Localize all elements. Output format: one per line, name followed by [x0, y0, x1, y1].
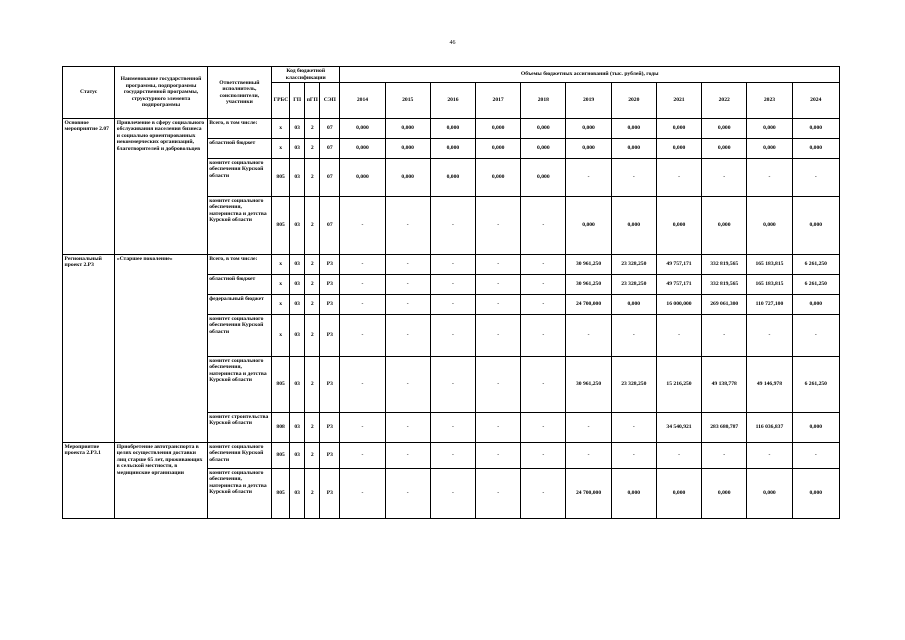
value-cell: 165 183,815	[747, 275, 792, 295]
value-cell: -	[792, 315, 839, 357]
code-cell: Р3	[320, 255, 340, 275]
value-cell: 0,000	[792, 469, 839, 519]
value-cell: -	[476, 357, 521, 413]
executor-cell: Всего, в том числе:	[207, 255, 271, 275]
value-cell: -	[566, 159, 611, 197]
value-cell: 0,000	[747, 197, 792, 255]
value-cell: 0,000	[792, 119, 839, 139]
code-cell: 2	[305, 139, 320, 159]
status-cell: Региональный проект 2.Р3	[63, 255, 115, 443]
value-cell: -	[656, 443, 701, 469]
value-cell: 0,000	[430, 159, 475, 197]
value-cell: 0,000	[792, 139, 839, 159]
executor-cell: комитет социального обеспечения, материнства и детства Курской области	[207, 469, 271, 519]
value-cell: 0,000	[702, 139, 747, 159]
name-cell: Привлечение в сферу социального обслуживания населения бизнеса и социально ориентированных некоммерческих организаций, благотворителей и добровольцев	[115, 119, 207, 255]
value-cell: 0,000	[385, 139, 430, 159]
value-cell: 23 328,250	[611, 275, 656, 295]
code-cell: Р3	[320, 443, 340, 469]
value-cell: -	[521, 469, 566, 519]
value-cell: 0,000	[340, 119, 385, 139]
value-cell: -	[521, 413, 566, 443]
value-cell: 24 700,000	[566, 295, 611, 315]
value-cell: 49 757,171	[656, 255, 701, 275]
name-cell: «Старшее поколение»	[115, 255, 207, 443]
value-cell: -	[702, 315, 747, 357]
code-cell: х	[272, 139, 290, 159]
value-cell: -	[385, 469, 430, 519]
value-cell: 269 061,300	[702, 295, 747, 315]
executor-cell: Всего, в том числе:	[207, 119, 271, 139]
value-cell: 0,000	[566, 119, 611, 139]
header-volumes-group: Объемы бюджетных ассигнований (тыс. рублей), годы	[340, 67, 840, 83]
value-cell: 6 261,250	[792, 275, 839, 295]
value-cell: 24 700,000	[566, 469, 611, 519]
value-cell: -	[747, 159, 792, 197]
value-cell: 0,000	[656, 469, 701, 519]
value-cell: 0,000	[747, 139, 792, 159]
value-cell: 34 540,921	[656, 413, 701, 443]
value-cell: 0,000	[702, 197, 747, 255]
value-cell: 0,000	[611, 295, 656, 315]
code-cell: 805	[272, 197, 290, 255]
code-cell: 2	[305, 357, 320, 413]
value-cell: 0,000	[521, 139, 566, 159]
value-cell: 23 328,250	[611, 255, 656, 275]
value-cell: 110 727,100	[747, 295, 792, 315]
value-cell: 116 036,837	[747, 413, 792, 443]
header-code-gp: ГП	[290, 83, 305, 119]
code-cell: 03	[290, 413, 305, 443]
code-cell: 2	[305, 443, 320, 469]
code-cell: х	[272, 275, 290, 295]
value-cell: -	[340, 469, 385, 519]
code-cell: Р3	[320, 413, 340, 443]
code-cell: 2	[305, 315, 320, 357]
code-cell: 07	[320, 139, 340, 159]
value-cell: -	[792, 159, 839, 197]
table-header	[63, 67, 840, 119]
value-cell: -	[702, 159, 747, 197]
value-cell: 16 000,000	[656, 295, 701, 315]
value-cell: -	[611, 443, 656, 469]
value-cell: 30 961,250	[566, 275, 611, 295]
code-cell: 07	[320, 159, 340, 197]
value-cell: -	[476, 197, 521, 255]
code-cell: 03	[290, 255, 305, 275]
value-cell: 0,000	[792, 295, 839, 315]
value-cell: 0,000	[792, 197, 839, 255]
status-cell: Основное мероприятие 2.07	[63, 119, 115, 255]
code-cell: 07	[320, 197, 340, 255]
header-year: 2021	[656, 83, 701, 119]
code-cell: 2	[305, 469, 320, 519]
value-cell: -	[566, 413, 611, 443]
executor-cell: федеральный бюджет	[207, 295, 271, 315]
header-name: Наименование государственной программы, подпрограммы государственной программы, структурного элемента подпрограммы	[115, 67, 207, 119]
value-cell: 332 819,565	[702, 275, 747, 295]
value-cell: -	[521, 315, 566, 357]
header-code-sep: СЭП	[320, 83, 340, 119]
code-cell: 03	[290, 443, 305, 469]
code-cell: 805	[272, 443, 290, 469]
code-cell: 808	[272, 413, 290, 443]
code-cell: 805	[272, 159, 290, 197]
value-cell: -	[340, 413, 385, 443]
value-cell: -	[521, 197, 566, 255]
value-cell: 6 261,250	[792, 255, 839, 275]
header-executor: Ответственный исполнитель, соисполнители, участники	[207, 67, 271, 119]
value-cell: 0,000	[656, 197, 701, 255]
executor-cell: областной бюджет	[207, 275, 271, 295]
value-cell: 0,000	[611, 119, 656, 139]
value-cell: -	[702, 443, 747, 469]
code-cell: х	[272, 315, 290, 357]
code-cell: 03	[290, 315, 305, 357]
value-cell: -	[385, 255, 430, 275]
value-cell: -	[566, 315, 611, 357]
value-cell: -	[430, 295, 475, 315]
value-cell: -	[521, 255, 566, 275]
code-cell: 03	[290, 159, 305, 197]
value-cell: 0,000	[656, 119, 701, 139]
code-cell: 03	[290, 119, 305, 139]
code-cell: Р3	[320, 295, 340, 315]
value-cell: 0,000	[702, 469, 747, 519]
value-cell: 0,000	[385, 159, 430, 197]
value-cell: 30 961,250	[566, 255, 611, 275]
value-cell: -	[385, 413, 430, 443]
value-cell: -	[476, 469, 521, 519]
header-year: 2023	[747, 83, 792, 119]
code-cell: Р3	[320, 315, 340, 357]
code-cell: х	[272, 295, 290, 315]
code-cell: 03	[290, 469, 305, 519]
value-cell: 6 261,250	[792, 357, 839, 413]
executor-cell: комитет социального обеспечения, материнства и детства Курской области	[207, 357, 271, 413]
value-cell: -	[385, 275, 430, 295]
executor-cell: областной бюджет	[207, 139, 271, 159]
value-cell: 0,000	[566, 139, 611, 159]
code-cell: 03	[290, 139, 305, 159]
code-cell: х	[272, 119, 290, 139]
value-cell: -	[385, 315, 430, 357]
value-cell: 23 328,250	[611, 357, 656, 413]
value-cell: 0,000	[611, 197, 656, 255]
name-cell: Приобретение автотранспорта в целях осуществления доставки лиц старше 65 лет, проживающих в сельской местности, в медицинские организации	[115, 443, 207, 519]
value-cell: -	[340, 197, 385, 255]
value-cell: 0,000	[476, 139, 521, 159]
code-cell: х	[272, 255, 290, 275]
code-cell: 03	[290, 357, 305, 413]
value-cell: -	[476, 443, 521, 469]
value-cell: 49 757,171	[656, 275, 701, 295]
value-cell: -	[521, 275, 566, 295]
value-cell: -	[430, 315, 475, 357]
code-cell: 03	[290, 197, 305, 255]
value-cell: -	[521, 357, 566, 413]
code-cell: 2	[305, 197, 320, 255]
value-cell: -	[476, 315, 521, 357]
value-cell: -	[747, 315, 792, 357]
value-cell: -	[385, 197, 430, 255]
code-cell: Р3	[320, 469, 340, 519]
code-cell: 2	[305, 119, 320, 139]
code-cell: Р3	[320, 275, 340, 295]
code-cell: 805	[272, 469, 290, 519]
value-cell: 49 138,778	[702, 357, 747, 413]
code-cell: 2	[305, 255, 320, 275]
value-cell: -	[611, 159, 656, 197]
value-cell: 0,000	[430, 119, 475, 139]
value-cell: 0,000	[747, 469, 792, 519]
value-cell: -	[430, 197, 475, 255]
value-cell: 283 680,787	[702, 413, 747, 443]
header-year: 2018	[521, 83, 566, 119]
value-cell: -	[566, 443, 611, 469]
value-cell: -	[430, 469, 475, 519]
executor-cell: комитет социального обеспечения Курской области	[207, 159, 271, 197]
value-cell: 0,000	[702, 119, 747, 139]
value-cell: -	[430, 357, 475, 413]
code-cell: 03	[290, 275, 305, 295]
value-cell: -	[611, 315, 656, 357]
value-cell: -	[340, 275, 385, 295]
header-code-pgp: пГП	[305, 83, 320, 119]
code-cell: 2	[305, 413, 320, 443]
value-cell: -	[476, 275, 521, 295]
executor-cell: комитет социального обеспечения Курской области	[207, 315, 271, 357]
table-row	[63, 255, 840, 275]
value-cell: -	[476, 295, 521, 315]
value-cell: -	[430, 255, 475, 275]
table-row	[63, 443, 840, 469]
page-number: 46	[449, 40, 456, 46]
value-cell: -	[656, 315, 701, 357]
header-year: 2022	[702, 83, 747, 119]
value-cell: 0,000	[476, 119, 521, 139]
executor-cell: комитет социального обеспечения Курской области	[207, 443, 271, 469]
header-year: 2016	[430, 83, 475, 119]
value-cell: 0,000	[656, 139, 701, 159]
value-cell: 165 183,815	[747, 255, 792, 275]
value-cell: -	[656, 159, 701, 197]
header-year: 2019	[566, 83, 611, 119]
value-cell: 0,000	[340, 159, 385, 197]
value-cell: -	[430, 443, 475, 469]
value-cell: 15 216,250	[656, 357, 701, 413]
header-year: 2024	[792, 83, 839, 119]
value-cell: 0,000	[476, 159, 521, 197]
header-year: 2020	[611, 83, 656, 119]
value-cell: 0,000	[340, 139, 385, 159]
value-cell: 0,000	[521, 119, 566, 139]
value-cell: 30 961,250	[566, 357, 611, 413]
value-cell: 0,000	[611, 469, 656, 519]
value-cell: 0,000	[385, 119, 430, 139]
code-cell: 07	[320, 119, 340, 139]
value-cell: -	[340, 295, 385, 315]
value-cell: -	[476, 413, 521, 443]
header-code-group: Код бюджетной классификации	[272, 67, 340, 83]
value-cell: -	[521, 443, 566, 469]
value-cell: -	[385, 357, 430, 413]
budget-table	[62, 66, 840, 519]
value-cell: 0,000	[566, 197, 611, 255]
value-cell: -	[340, 357, 385, 413]
value-cell: -	[611, 413, 656, 443]
table-body	[63, 119, 840, 519]
value-cell: -	[340, 255, 385, 275]
value-cell: -	[792, 443, 839, 469]
value-cell: -	[340, 443, 385, 469]
code-cell: 805	[272, 357, 290, 413]
value-cell: -	[385, 295, 430, 315]
header-year: 2017	[476, 83, 521, 119]
value-cell: -	[476, 255, 521, 275]
code-cell: Р3	[320, 357, 340, 413]
header-status: Статус	[63, 67, 115, 119]
value-cell: 49 146,978	[747, 357, 792, 413]
value-cell: 0,000	[430, 139, 475, 159]
code-cell: 2	[305, 275, 320, 295]
header-year: 2015	[385, 83, 430, 119]
table-row	[63, 119, 840, 139]
code-cell: 03	[290, 295, 305, 315]
value-cell: -	[747, 443, 792, 469]
value-cell: 0,000	[611, 139, 656, 159]
value-cell: 0,000	[521, 159, 566, 197]
status-cell: Мероприятие проекта 2.Р3.1	[63, 443, 115, 519]
executor-cell: комитет социального обеспечения, материнства и детства Курской области	[207, 197, 271, 255]
value-cell: 0,000	[747, 119, 792, 139]
value-cell: 332 819,565	[702, 255, 747, 275]
value-cell: -	[430, 413, 475, 443]
value-cell: -	[430, 275, 475, 295]
header-code-grbs: ГРБС	[272, 83, 290, 119]
value-cell: 0,000	[792, 413, 839, 443]
executor-cell: комитет строительства Курской области	[207, 413, 271, 443]
value-cell: -	[340, 315, 385, 357]
code-cell: 2	[305, 295, 320, 315]
code-cell: 2	[305, 159, 320, 197]
header-year: 2014	[340, 83, 385, 119]
value-cell: -	[385, 443, 430, 469]
value-cell: -	[521, 295, 566, 315]
